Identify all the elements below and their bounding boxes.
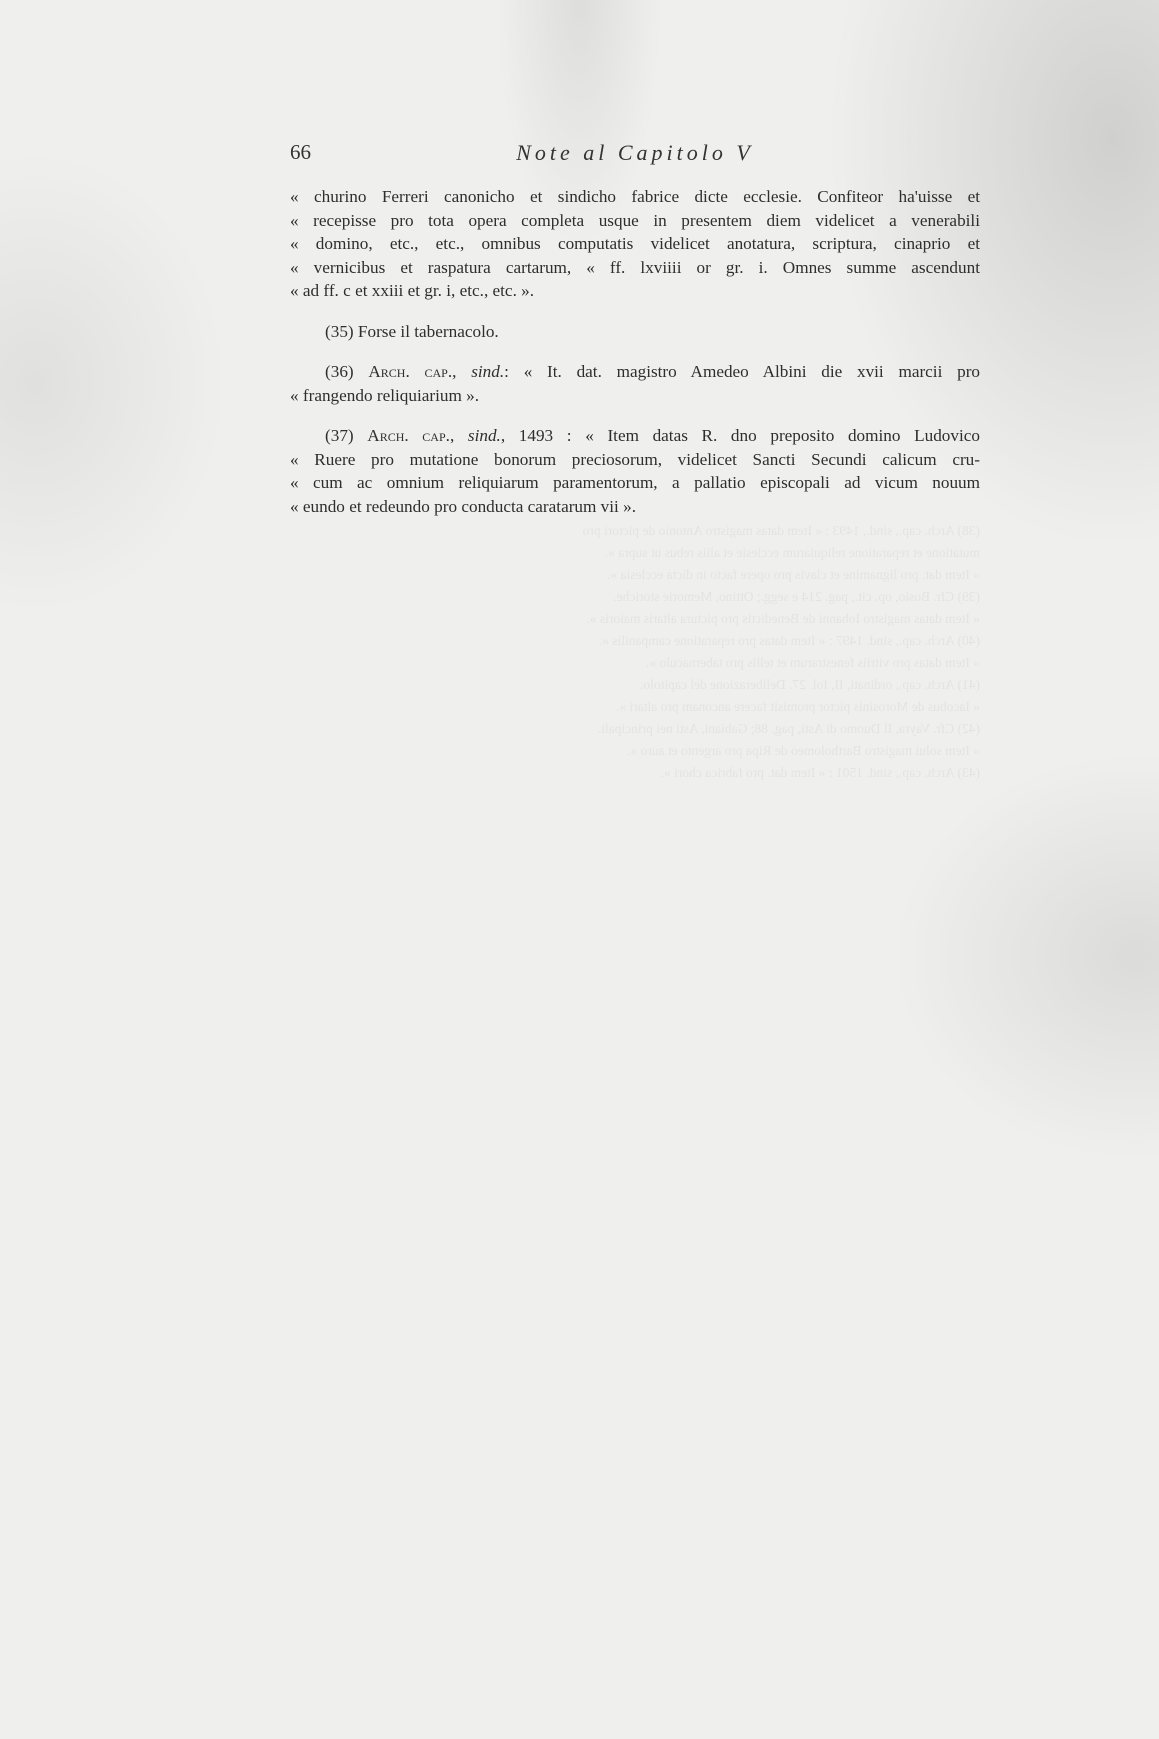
text-line: « eundo et redeundo pro conducta caratarum vii ».	[290, 496, 637, 516]
note-number: (37)	[325, 426, 354, 445]
text-line: « cum ac omnium reliquiarum paramentorum, a pallatio episcopali ad vicum nouum	[290, 473, 980, 492]
note-36	[290, 360, 980, 407]
text-line: (37) Arch. cap., sind., 1493 : « Item datas R. dno preposito domino Ludovico	[325, 426, 980, 445]
text-line: (36) Arch. cap., sind.: « It. dat. magistro Amedeo Albini die xvii marcii pro	[325, 362, 981, 381]
text-line: « churino Ferreri canonicho et sindicho fabrice dicte ecclesie. Confiteor ha'uisse et	[290, 187, 980, 206]
note-35	[290, 320, 980, 344]
source-archive: Arch. cap.	[368, 362, 453, 381]
page-header	[290, 140, 980, 170]
running-title: Note al Capitolo V	[516, 140, 754, 165]
text-line: « domino, etc., etc., omnibus computatis videlicet anotatura, scriptura, cinaprio et	[290, 234, 980, 253]
text-line: « Ruere pro mutatione bonorum preciosorum, videlicet Sancti Secundi calicum cru-	[290, 449, 980, 469]
note-text: : « It. dat. magistro Amedeo Albini die xvii marcii pro	[504, 362, 981, 381]
source-archive: Arch. cap.	[367, 426, 450, 445]
note-number: (36)	[325, 362, 354, 381]
page-number: 66	[290, 140, 311, 164]
text-line: « ad ff. c et xxiii et gr. i, etc., etc. ».	[290, 281, 535, 300]
notes-body	[290, 185, 980, 518]
text-line: « frangendo reliquiarium ».	[290, 385, 480, 405]
note-34-continuation	[290, 185, 980, 303]
source-series: sind.	[471, 362, 505, 381]
note-text: , 1493 : « Item datas R. dno preposito domino Ludovico	[500, 426, 980, 445]
show-through-bleed: (38) Arch. cap., sind., 1493 : « Item datas magistro Antonio de pictori pro mutatione et reparatione reliquiarum ecclesie et aliis rebus ut supra ». « Item dat. pro lignamine et clavis pro opere facto in dicta ecclesia ». (39) Cfr. Bosio, op. cit., pag. 214 e segg.; Ottino, Memorie storiche. « Item datas magistro Iohanni de Benedictis pro pictura altaris maioris ». (40) Arch. cap., sind. 1497 : « Item datas pro reparatione campanilis ». « Item datas pro vitriis fenestrarum et tellis pro tabernaculo ». (41) Arch. cap., ordinati, II, fol. 27. Deliberazione del capitolo. « Iacobus de Morosinis pictor promisit facere anconam pro altari ». (42) Cfr. Vayra, Il Duomo di Asti, pag. 88; Gabiani, Asti nei principali. « Item solui magistro Bartholomeo de Ripa pro argento et auro ». (43) Arch. cap., sind. 1501 : « Item dat. pro fabrica chori ».	[582, 523, 980, 780]
source-series: sind.	[467, 426, 501, 445]
note-37	[290, 424, 980, 518]
text-line: « recepisse pro tota opera completa usque in presentem diem videlicet a venerabili	[290, 210, 980, 230]
text-line: « vernicibus et raspatura cartarum, « ff. lxviiii or gr. i. Omnes summe ascendunt	[290, 257, 980, 277]
text-line: (35) Forse il tabernacolo.	[325, 321, 499, 341]
